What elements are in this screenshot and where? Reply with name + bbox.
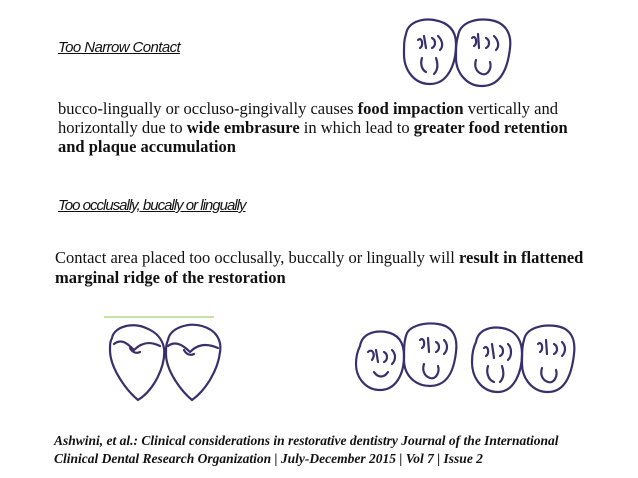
tooth-sketch-svg — [398, 14, 516, 90]
p2-text: Contact area placed too occlusally, buccally or lingually will — [55, 248, 459, 267]
p1-bold-wide-embrasure: wide embrasure — [186, 118, 300, 137]
p1-text-a: bucco-lingually or occluso-gingivally causes — [58, 99, 358, 118]
p1-bold-plaque: greater food retention and plaque accumulation — [58, 118, 568, 156]
tooth-sketch-occlusal-pair-middle — [352, 320, 460, 396]
citation-line-2: Clinical Dental Research Organization | July-December 2015 | Vol 7 | Issue 2 — [54, 451, 483, 466]
heading-too-narrow-contact: Too Narrow Contact — [58, 39, 181, 56]
tooth-sketch-buccal-svg — [104, 318, 228, 406]
tooth-sketch-middle-svg — [352, 320, 460, 396]
tooth-sketch-occlusal-pair-top — [398, 14, 516, 90]
tooth-sketch-occlusal-pair-right — [468, 322, 578, 398]
heading-too-occlusally: Too occlusally, bucally or lingually — [58, 197, 246, 214]
citation — [54, 432, 614, 468]
tooth-sketch-right-svg — [468, 322, 578, 398]
paragraph-food-impaction — [58, 99, 578, 156]
p1-text-c: in which lead to — [299, 118, 414, 137]
p2-bold: result in flattened marginal ridge of the restoration — [55, 248, 584, 287]
tooth-sketch-buccal-pair — [104, 318, 228, 406]
paragraph-flattened-ridge — [55, 248, 595, 288]
citation-line-1: Ashwini, et al.: Clinical considerations in restorative dentistry Journal of the International — [54, 433, 559, 448]
p1-text-b: vertically and horizontally due to — [58, 99, 558, 137]
p1-bold-food-impaction: food impaction — [357, 99, 464, 118]
